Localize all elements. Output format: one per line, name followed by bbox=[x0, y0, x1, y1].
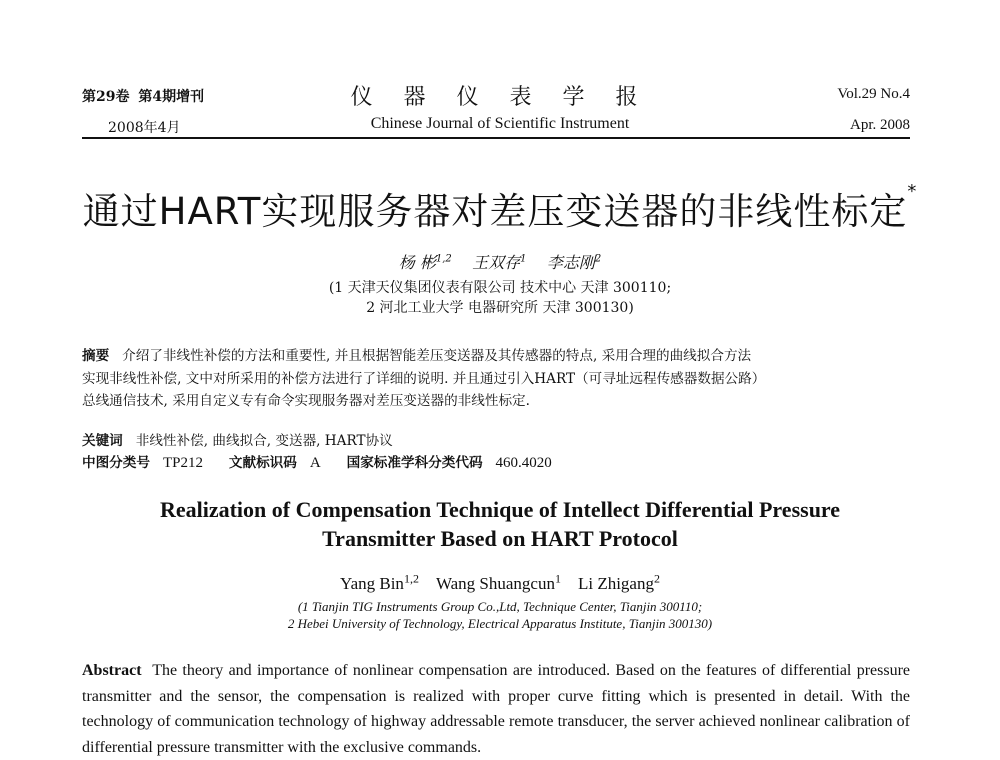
subject-code-label: 国家标准学科分类代码 bbox=[346, 455, 483, 471]
abstract-cn-text: 介绍了非线性补偿的方法和重要性, 并且根据智能差压变送器及其传感器的特点, 采用合理的曲线拟合方法 bbox=[122, 348, 752, 364]
header-rule bbox=[82, 137, 910, 139]
abstract-cn-label: 摘要 bbox=[82, 348, 110, 364]
author-en-sup: 1,2 bbox=[403, 571, 419, 586]
affiliation-cn-2: 2 河北工业大学 电器研究所 天津 300130) bbox=[366, 300, 634, 316]
author-en-sup: 1 bbox=[554, 571, 561, 586]
author-cn-name: 杨 彬 bbox=[398, 253, 436, 272]
author-en-sup: 2 bbox=[653, 571, 660, 586]
journal-name-cn: 仪 器 仪 表 学 报 bbox=[350, 85, 650, 110]
abstract-cn-line: 实现非线性补偿, 文中对所采用的补偿方法进行了详细的说明. 并且通过引入HART（可寻址远程传感器数据公路） bbox=[82, 370, 766, 387]
keywords-text: 非线性补偿, 曲线拟合, 变送器, HART协议 bbox=[135, 433, 393, 449]
header-date-en: Apr. 2008 bbox=[850, 117, 910, 133]
doc-code-label: 文献标识码 bbox=[228, 455, 297, 471]
authors-cn bbox=[0, 250, 1000, 273]
paper-title-cn bbox=[0, 181, 1000, 235]
abstract-cn-line: 总线通信技术, 采用自定义专有命令实现服务器对差压变送器的非线性标定. bbox=[82, 393, 530, 409]
header-volume-en: Vol.29 No.4 bbox=[837, 86, 910, 102]
abstract-en bbox=[82, 658, 910, 760]
author-en-name: Yang Bin bbox=[340, 574, 404, 593]
header-volume-cn: 第29卷 bbox=[82, 89, 130, 105]
doc-code-value: A bbox=[309, 455, 321, 471]
title-en-line: Realization of Compensation Technique of Intellect Differential Pressure bbox=[159, 497, 841, 522]
author-cn-name: 李志刚 bbox=[546, 253, 595, 272]
affiliation-en-2: 2 Hebei University of Technology, Electrical Apparatus Institute, Tianjin 300130) bbox=[287, 616, 713, 631]
journal-name-en: Chinese Journal of Scientific Instrument bbox=[370, 115, 630, 132]
author-cn-sup: 1 bbox=[520, 253, 527, 265]
abstract-en-text: The theory and importance of nonlinear compensation are introduced. Based on the features of differential pressure transmitter and the sensor, the compensation is realized with proper curve fitting which is presented in detail. With the technology of communication technology of highway addressable remote transducer, the server achieved nonlinear calibration of differential pressure transmitter with the exclusive commands. bbox=[82, 662, 911, 756]
author-cn-name: 王双存 bbox=[472, 253, 521, 272]
title-footnote-mark: * bbox=[907, 181, 918, 202]
author-en-name: Wang Shuangcun bbox=[435, 574, 555, 593]
classification-line bbox=[82, 452, 552, 475]
title-cn-text: 通过HART实现服务器对差压变送器的非线性标定 bbox=[82, 190, 908, 233]
affiliation-cn-1: (1 天津天仪集团仪表有限公司 技术中心 天津 300110; bbox=[328, 280, 672, 296]
subject-code-value: 460.4020 bbox=[495, 455, 552, 471]
clc-value: TP212 bbox=[162, 455, 203, 471]
author-cn-sup: 2 bbox=[594, 253, 602, 265]
authors-en bbox=[0, 571, 1000, 594]
abstract-cn-line bbox=[82, 345, 912, 368]
keywords-label: 关键词 bbox=[82, 433, 123, 449]
author-en-name: Li Zhigang bbox=[577, 574, 654, 593]
header-issue-cn: 第4期增刊 bbox=[138, 89, 205, 105]
abstract-cn bbox=[82, 345, 912, 413]
clc-label: 中图分类号 bbox=[82, 455, 150, 471]
abstract-en-label: Abstract bbox=[82, 662, 142, 679]
affiliation-en-1: (1 Tianjin TIG Instruments Group Co.,Ltd, Technique Center, Tianjin 300110; bbox=[297, 599, 703, 614]
keywords-cn bbox=[82, 430, 393, 453]
header-date-cn: 2008年4月 bbox=[108, 120, 181, 136]
paper-title-en bbox=[0, 495, 1000, 553]
author-cn-sup: 1,2 bbox=[435, 253, 452, 265]
title-en-line: Transmitter Based on HART Protocol bbox=[322, 526, 678, 551]
